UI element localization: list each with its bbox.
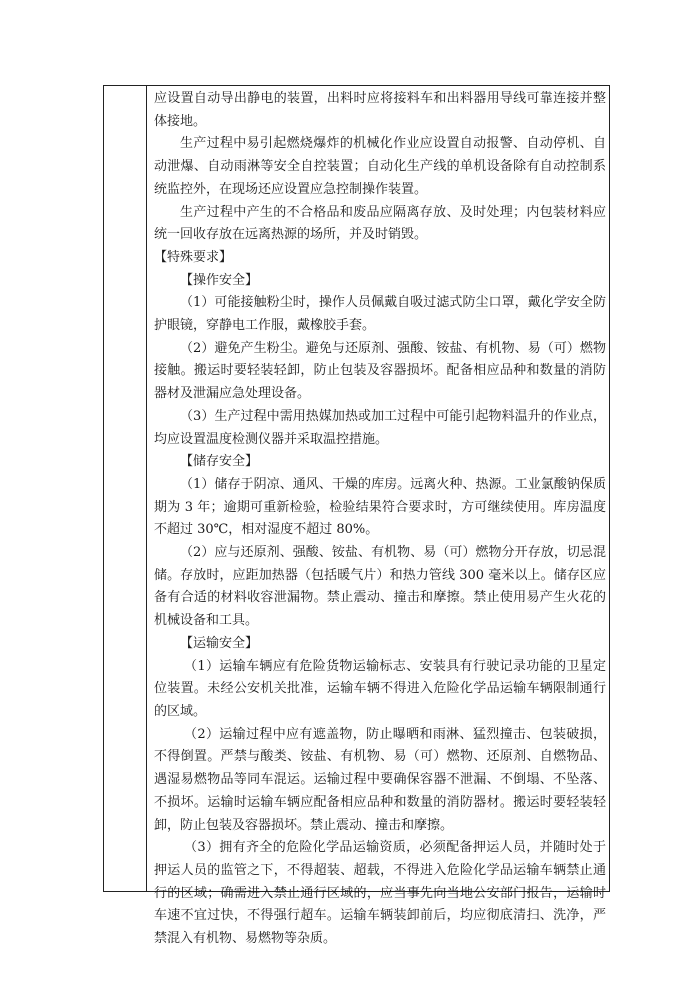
table-content-cell — [154, 88, 606, 951]
paragraph-transport-1: （1）运输车辆应有危险货物运输标志、安装具有行驶记录功能的卫星定位装置。未经公安机关批准，运输车辆不得进入危险化学品运输车辆限制通行的区域。 — [154, 658, 606, 719]
paragraph-storage-2: （2）应与还原剂、强酸、铵盐、有机物、易（可）燃物分开存放，切忌混储。存放时，应距加热器（包括暖气片）和热力管线 300 毫米以上。储存区应备有合适的材料收容泄漏物。禁止震动、撞击和摩擦。禁止使用易产生火花的机械设备和工具。 — [154, 545, 606, 629]
paragraph-static-export: 应设置自动导出静电的装置，出料时应将接料车和出料器用导线可靠连接并整体接地。 — [154, 91, 606, 129]
paragraph-operation-2: （2）避免产生粉尘。避免与还原剂、强酸、铵盐、有机物、易（可）燃物接触。搬运时要轻装轻卸，防止包装及容器损坏。配备相应品种和数量的消防器材及泄漏应急处理设备。 — [154, 340, 606, 402]
table-left-column — [104, 86, 147, 891]
paragraph-operation-1: （1）可能接触粉尘时，操作人员佩戴自吸过滤式防尘口罩，戴化学安全防护眼镜，穿静电工作服，戴橡胶手套。 — [154, 295, 606, 334]
heading-transport-safety: 【运输安全】 — [180, 635, 259, 651]
paragraph-transport-2: （2）运输过程中应有遮盖物，防止曝晒和雨淋、猛烈撞击、包装破损，不得倒置。严禁与酸类、铵盐、有机物、易（可）燃物、还原剂、自燃物品、遇湿易燃物品等同车混运。运输过程中要确保容器不泄漏、不倒塌、不坠落、不损坏。运输时运输车辆应配备相应品种和数量的消防器材。搬运时要轻装轻卸，防止包装及容器损坏。禁止震动、撞击和摩擦。 — [154, 726, 606, 833]
paragraph-auto-control: 生产过程中易引起燃烧爆炸的机械化作业应设置自动报警、自动停机、自动泄爆、自动雨淋等安全自控装置；自动化生产线的单机设备除有自动控制系统监控外，在现场还应设置应急控制操作装置。 — [154, 136, 606, 197]
heading-storage-safety: 【储存安全】 — [180, 454, 259, 470]
paragraph-operation-3: （3）生产过程中需用热媒加热或加工过程中可能引起物料温升的作业点，均应设置温度检测仪器并采取温控措施。 — [154, 408, 606, 447]
paragraph-storage-1: （1）储存于阴凉、通风、干燥的库房。远离火种、热源。工业氯酸钠保质期为 3 年；逾期可重新检验，检验结果符合要求时，方可继续使用。库房温度不超过 30℃，相对湿度不超过 80%。 — [154, 476, 606, 538]
paragraph-transport-3: （3）拥有齐全的危险化学品运输资质，必须配备押运人员，并随时处于押运人员的监管之下，不得超装、超载，不得进入危险化学品运输车辆禁止通行的区域；确需进入禁止通行区域的，应当事先向当地公安部门报告，运输时车速不宜过快，不得强行超车。运输车辆装卸前后，均应彻底清扫、洗净，严禁混入有机物、易燃物等杂质。 — [154, 840, 606, 947]
heading-operation-safety: 【操作安全】 — [180, 272, 259, 288]
paragraph-waste-handling: 生产过程中产生的不合格品和废品应隔离存放、及时处理；内包装材料应统一回收存放在远离热源的场所，并及时销毁。 — [154, 204, 606, 243]
heading-special-requirements: 【特殊要求】 — [154, 249, 233, 265]
document-table — [103, 85, 610, 947]
